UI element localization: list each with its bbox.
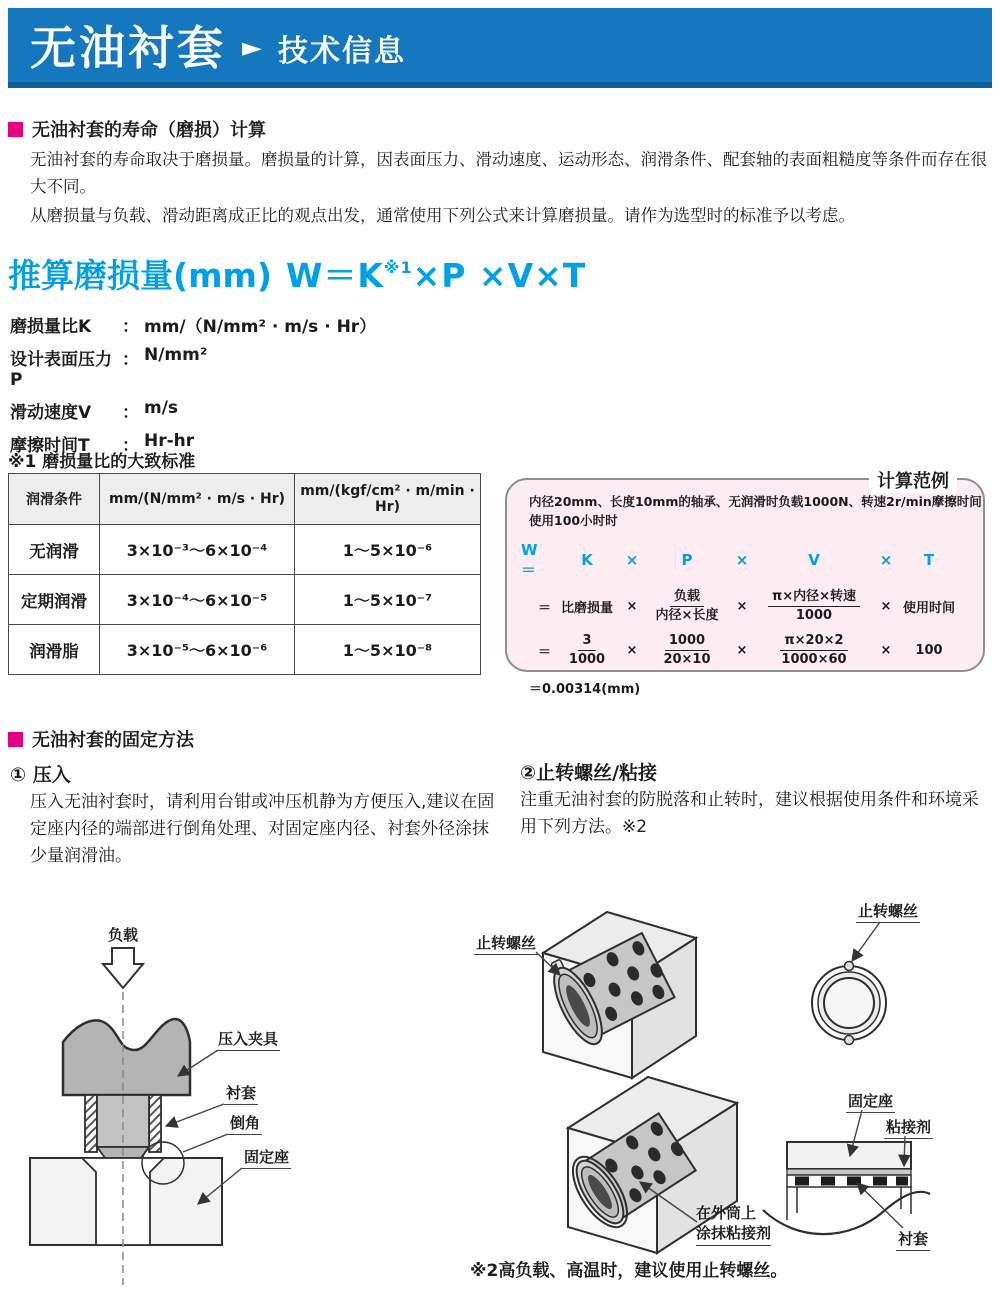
- cs-adhesive-label: 粘接剂: [884, 1116, 933, 1139]
- press-jig-shape: [63, 1019, 190, 1095]
- formula-footnote-mark: ※1: [383, 258, 413, 277]
- fraction: $\frac{\text{π×内径×转速}}{1000}$: [768, 589, 860, 625]
- press-jig-label: 压入夹具: [216, 1028, 280, 1051]
- leader-set-screw-ring: [852, 922, 880, 961]
- leader-bushing: [166, 1104, 224, 1126]
- leader-cs-adhesive: [904, 1136, 905, 1166]
- param-row: 磨损量比K ： mm/（N/mm² · m/s · Hr）: [10, 317, 377, 337]
- set-screw-diagram: [536, 912, 696, 1078]
- method1-text: 压入无油衬套时，请利用台钳或冲压机静为方便压入,建议在固定座内径的端部进行倒角处理、对固定座内径、衬套外径涂抹少量润滑油。: [30, 792, 495, 867]
- ratio-table-caption: ※1 磨损量比的大致标准: [8, 452, 196, 472]
- cs-adhesive-layer: [787, 1169, 911, 1175]
- life-section-title: 无油衬套的寿命（磨损）计算: [32, 120, 266, 141]
- param-row: 摩擦时间T ： Hr-hr: [10, 431, 195, 456]
- table-row: 润滑脂 3×10⁻⁵～6×10⁻⁶ 1～5×10⁻⁸: [9, 625, 481, 675]
- life-paragraph-1: 无油衬套的寿命取决于磨损量。磨损量的计算，因表面压力、滑动速度、运动形态、润滑条件、配套轴的表面粗糙度等条件而存在很大不同。: [30, 150, 987, 196]
- fraction: $\frac{1000}{20\times 10}$: [663, 633, 711, 668]
- set-screw-bottom: [845, 1036, 854, 1045]
- chamfer-label: 倒角: [228, 1112, 262, 1135]
- bushing-wall-left: [85, 1095, 97, 1152]
- table-row: 定期润滑 3×10⁻⁴～6×10⁻⁵ 1～5×10⁻⁷: [9, 575, 481, 625]
- leader-chamfer: [183, 1134, 228, 1152]
- param-row: 设计表面压力P ： N/mm²: [10, 345, 208, 390]
- load-arrow-icon: [103, 948, 143, 988]
- table-row: 无润滑 3×10⁻³～6×10⁻⁴ 1～5×10⁻⁶: [9, 525, 481, 575]
- calc-example-label: 计算范例: [869, 467, 957, 493]
- cs-holder-label: 固定座: [846, 1090, 895, 1113]
- footnote-2: ※2高负载、高温时，建议使用止转螺丝。: [470, 1261, 788, 1281]
- fixing-section-title: 无油衬套的固定方法: [32, 730, 194, 751]
- set-screw-label-ring: 止转螺丝: [856, 900, 920, 923]
- formula-title: 推算磨损量(mm): [8, 256, 272, 295]
- col-header-si-unit: mm/(N/mm² · m/s · Hr): [100, 474, 295, 525]
- ring-front-view: [812, 922, 886, 1045]
- bushing-label: 衬套: [224, 1082, 258, 1105]
- arrow-right-icon: ►: [242, 33, 262, 63]
- calc-result: ＝0.00314(mm): [529, 681, 641, 697]
- cs-bushing-label: 衬套: [896, 1228, 930, 1251]
- param-row: 滑动速度V ： m/s: [10, 398, 179, 423]
- adhesive-coat-label: 在外筒上 涂抹粘接剂: [696, 1203, 771, 1246]
- set-screw-top: [845, 962, 854, 971]
- calc-example-intro: 内径20mm、长度10mm的轴承、无润滑时负载1000N、转速2r/min摩擦时间 使用100小时时: [529, 494, 982, 528]
- load-label: 负载: [108, 926, 139, 944]
- holder-label: 固定座: [242, 1146, 291, 1169]
- fraction: $\frac{3}{1000}$: [568, 633, 606, 668]
- page-subtitle: 技术信息: [278, 34, 406, 69]
- fraction: $\frac{\pi\times 20\times 2}{1000\times 60}$: [781, 633, 847, 668]
- method2-title: ②止转螺丝/粘接: [520, 762, 658, 784]
- life-paragraph-2: 从磨损量与负载、滑动距离成正比的观点出发，通常使用下列公式来计算磨损量。请作为选型时的标准予以考虑。: [30, 205, 855, 225]
- formula-equation: $W=K^{※1}\times P \times V\times T$: [285, 256, 587, 295]
- leader-cs-bushing: [857, 1183, 903, 1228]
- col-header-condition: 润滑条件: [9, 474, 100, 525]
- col-header-kgf-unit: mm/(kgf/cm² · m/min · Hr): [295, 474, 481, 525]
- press-in-diagram: [30, 948, 242, 1285]
- calc-example-formula: W＝ K × P × V × T ＝ 比磨损量 × $\frac{\text{负载}}{\text{内径×长度}}$ × $\frac{\text{π×内径×转速}}{1000}$ × 使用时间 ＝ $\frac{3}{1000}$ × $\frac{1000}{20\times 10}$ × $\frac{\pi\times 20\times 2}{1000\times 60}$ × 100 ＝0.00314(mm): [521, 540, 955, 697]
- set-screw-label: 止转螺丝: [474, 932, 538, 955]
- cs-holder: [787, 1142, 911, 1169]
- fraction: $\frac{\text{负载}}{\text{内径×长度}}$: [655, 588, 719, 623]
- method2-text: 注重无油衬套的防脱落和止转时，建议根据使用条件和环境采用下列方法。※2: [520, 790, 979, 838]
- page-title: 无油衬套: [30, 21, 226, 75]
- method1-title: ① 压入: [10, 764, 71, 786]
